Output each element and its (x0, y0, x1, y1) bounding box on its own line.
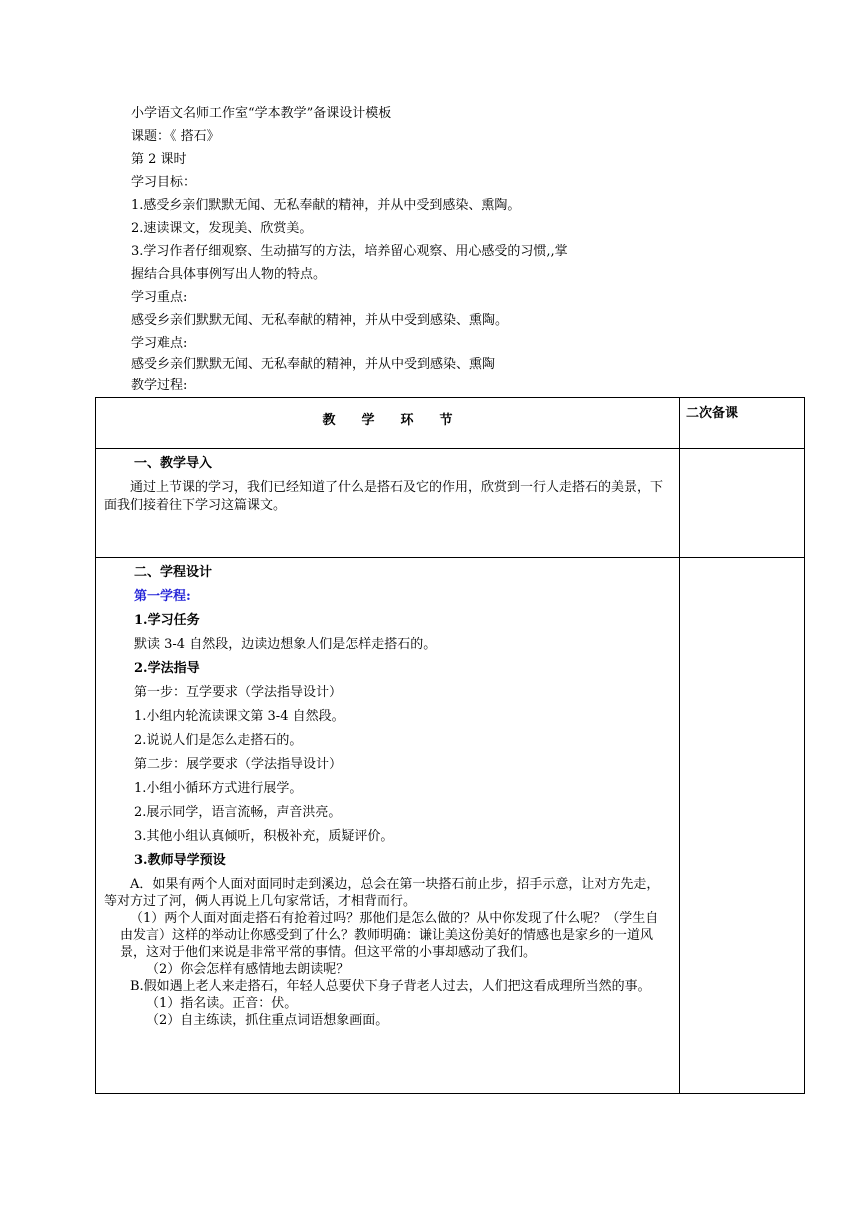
design-side-cell (680, 558, 805, 1094)
key-label: 学习重点: (131, 290, 188, 305)
intro-cell (96, 449, 680, 558)
process-label: 教学过程: (131, 378, 188, 393)
goal-2: 2.速读课文，发现美、欣赏美。 (131, 221, 313, 236)
lesson-plan-table (95, 397, 805, 1094)
task-title: 1.学习任务 (134, 613, 200, 628)
step-2-item: 3.其他小组认真倾听，积极补充，质疑评价。 (134, 829, 394, 844)
template-title: 小学语文名师工作室“学本教学”备课设计模板 (131, 106, 392, 121)
step-2-item: 1.小组小循环方式进行展学。 (134, 781, 303, 796)
intro-side-cell (680, 449, 805, 558)
step-1-item: 1.小组内轮流读课文第 3-4 自然段。 (134, 709, 345, 724)
intro-row (96, 449, 805, 558)
step-2-item: 2.展示同学，语言流畅，声音洪亮。 (134, 805, 342, 820)
lesson-period: 第 2 课时 (131, 152, 187, 167)
preset-a2: （2）你会怎样有感情地去朗读呢？ (146, 962, 350, 977)
step-1-item: 2.说说人们是怎么走搭石的。 (134, 733, 303, 748)
preset-a: A．如果有两个人面对面同时走到溪边，总会在第一块搭石前止步，招手示意，让对方先走，等对方过了河，俩人再说上几句家常话，才相背而行。 (104, 877, 660, 909)
table-header-row (96, 398, 805, 449)
goal-1: 1.感受乡亲们默默无闻、无私奉献的精神，并从中受到感染、熏陶。 (131, 198, 521, 213)
guide-title: 2.学法指导 (134, 661, 200, 676)
goal-3-cont: 握结合具体事例写出人物的特点。 (131, 267, 327, 282)
col-header-main: 教学环节 (96, 398, 680, 449)
intro-text: 通过上节课的学习，我们已经知道了什么是搭石及它的作用，欣赏到一行人走搭石的美景，下面我们接着往下学习这篇课文。 (104, 480, 664, 513)
step-1: 第一步：互学要求（学法指导设计） (134, 685, 343, 700)
preset-b2: （2）自主练读，抓住重点词语想象画面。 (146, 1013, 389, 1028)
design-title: 二、学程设计 (134, 565, 213, 580)
preset-title: 3.教师导学预设 (134, 853, 226, 868)
difficulty-label: 学习难点: (131, 336, 188, 351)
goal-3: 3.学习作者仔细观察、生动描写的方法，培养留心观察、用心感受的习惯,,掌 (131, 244, 568, 259)
preset-a1: （1）两个人面对面走搭石有抢着过吗？那他们是怎么做的？从中你发现了什么呢？（学生自由发言）这样的举动让你感受到了什么？教师明确：谦让美这份美好的情感也是家乡的一道风景，这对于他们来说是非常平常的事情。但这平常的小事却感动了我们。 (120, 911, 659, 960)
difficulty-text: 感受乡亲们默默无闻、无私奉献的精神，并从中受到感染、熏陶 (131, 357, 496, 372)
goals-label: 学习目标： (131, 175, 197, 190)
stage-label: 第一学程: (134, 589, 191, 604)
design-cell (96, 558, 680, 1094)
preset-b: B.假如遇上老人来走搭石，年轻人总要伏下身子背老人过去，人们把这看成理所当然的事。 (130, 979, 651, 994)
lesson-title: 课题：《 搭石》 (131, 129, 220, 144)
design-row (96, 558, 805, 1094)
preset-b1: （1）指名读。正音：伏。 (146, 996, 298, 1011)
intro-title: 一、教学导入 (134, 456, 213, 471)
task-text: 默读 3-4 自然段，边读边想象人们是怎样走搭石的。 (134, 637, 437, 652)
key-text: 感受乡亲们默默无闻、无私奉献的精神，并从中受到感染、熏陶。 (131, 313, 509, 328)
col-header-side: 二次备课 (680, 398, 805, 449)
step-2: 第二步：展学要求（学法指导设计） (134, 757, 343, 772)
